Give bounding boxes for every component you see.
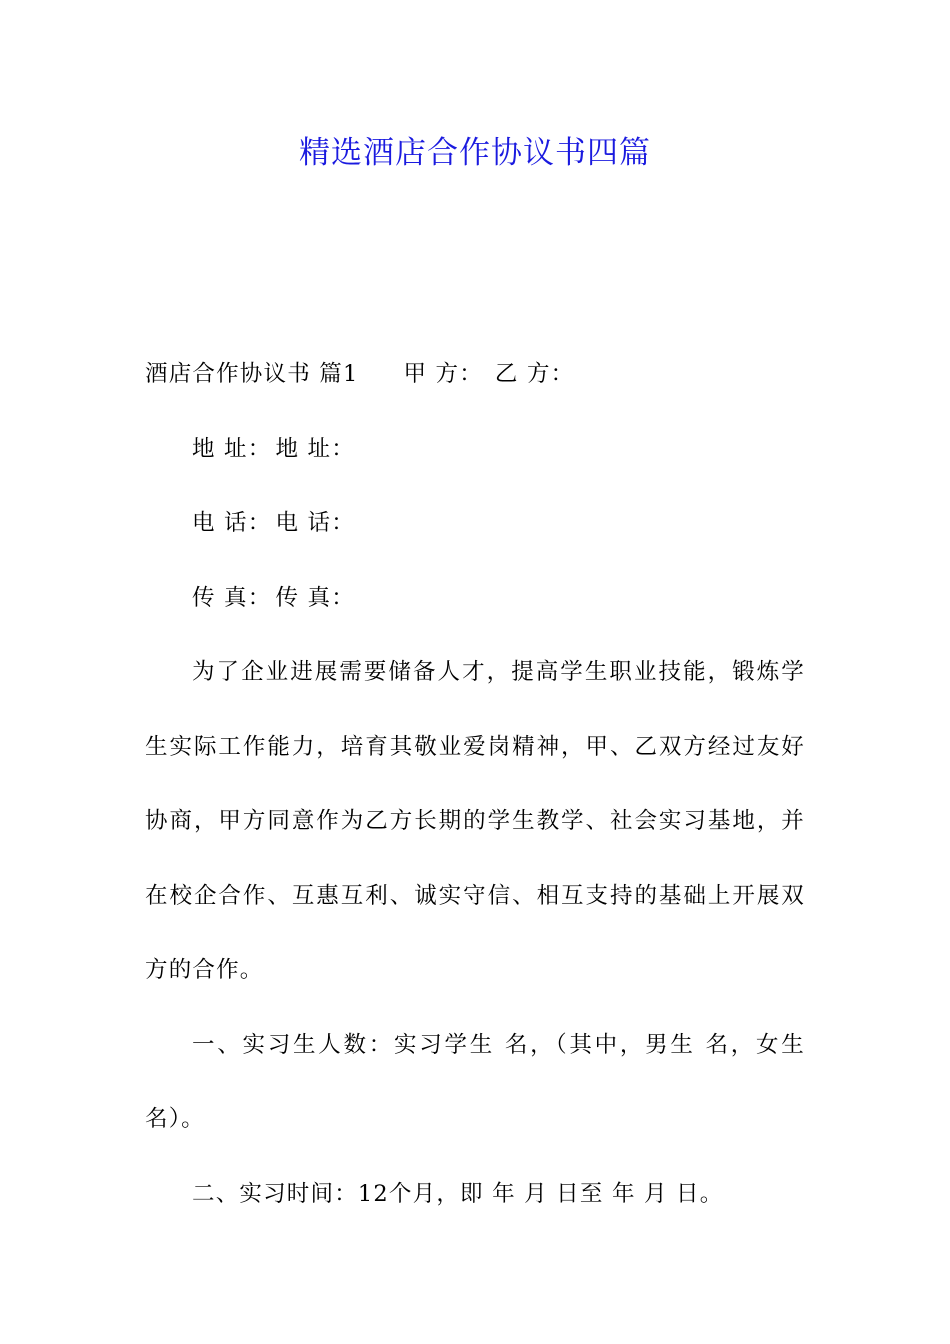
address-b-label: 地 址： <box>275 435 355 462</box>
paragraph-line: 协商，甲方同意作为乙方长期的学生教学、社会实习基地，并 <box>145 808 805 834</box>
address-line <box>145 412 805 487</box>
paragraph-line: 生实际工作能力，培育其敬业爱岗精神，甲、乙双方经过友好 <box>145 733 805 760</box>
clause-one <box>145 1008 805 1157</box>
party-a-label: 甲 方： <box>403 361 483 387</box>
phone-a-label: 电 话： <box>192 510 272 536</box>
party-b-label: 乙 方： <box>494 361 575 387</box>
document-body <box>145 337 805 1231</box>
document-title: 精选酒店合作协议书四篇 <box>299 135 651 171</box>
heading-line <box>145 337 805 412</box>
intro-paragraph <box>145 635 805 1008</box>
clause-two: 二、实习时间：12个月，即 年 月 日至 年 月 日。 <box>192 1180 724 1207</box>
phone-b-label: 电 话： <box>275 510 355 536</box>
fax-line <box>145 561 805 636</box>
address-a-label: 地 址： <box>192 435 272 462</box>
paragraph-line: 一、实习生人数：实习学生 名，（其中，男生 名，女生 <box>192 1031 805 1058</box>
fax-a-label: 传 真： <box>192 584 272 611</box>
section-label: 酒店合作协议书 篇1 <box>145 361 359 387</box>
paragraph-line: 为了企业进展需要储备人才，提高学生职业技能，锻炼学 <box>192 659 805 685</box>
phone-line <box>145 486 805 561</box>
fax-b-label: 传 真： <box>275 584 355 611</box>
paragraph-line: 在校企合作、互惠互利、诚实守信、相互支持的基础上开展双 <box>145 882 805 909</box>
paragraph-line: 名）。 <box>145 1106 205 1132</box>
paragraph-line: 方的合作。 <box>145 957 264 983</box>
